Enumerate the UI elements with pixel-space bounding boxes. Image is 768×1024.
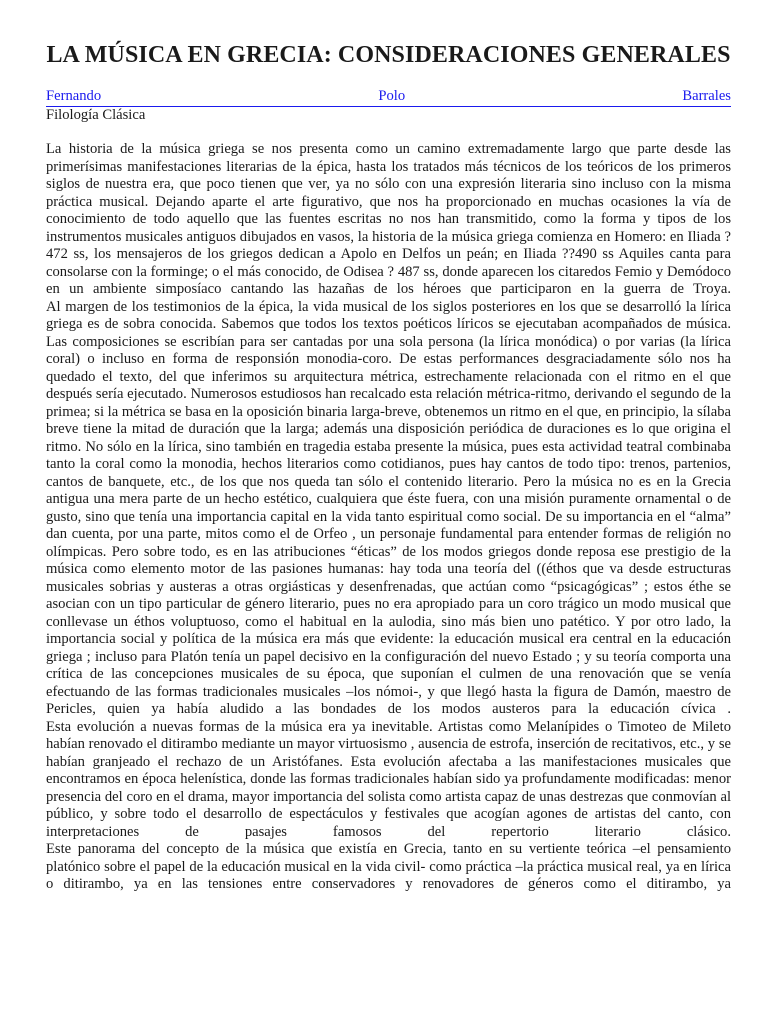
author-line[interactable]	[46, 88, 731, 107]
document-page	[46, 0, 731, 894]
paragraph-1: La historia de la música griega se nos presenta como un camino extremadamente largo que parte desde las primerísimas manifestaciones literarias de la épica, hasta los tratados más técnicos de los teóricos de los primeros siglos de nuestra era, que poco tienen que ver, ya no sólo con una expresión literaria sino incluso con la misma práctica musical. Dejando aparte el arte figurativo, que nos ha proporcionado en muchas ocasiones la vía de conocimiento de todo aquello que las fuentes escritas no nos han transmitido, como la forma y tipos de los instrumentos musicales antiguos dibujados en vasos, la historia de la música griega comienza en Homero: en Iliada ? 472 ss, los mensajeros de los griegos dedican a Apolo en Delfos un peán; en Iliada ??490 ss Aquiles canta para consolarse con la forminge; o el más conocido, de Odisea ? 487 ss, donde aparecen los citaredos Femio y Demódoco en un ambiente simposíaco cantando las hazañas de los héroes que participaron en la guerra de Troya.	[46, 141, 731, 297]
document-title: LA MÚSICA EN GRECIA: CONSIDERACIONES GENERALES	[46, 42, 731, 68]
author-middle-name-link[interactable]: Polo	[378, 88, 406, 104]
article-body	[46, 141, 731, 894]
author-affiliation: Filología Clásica	[46, 106, 146, 123]
author-last-name-link[interactable]: Barrales	[682, 88, 731, 104]
paragraph-2: Al margen de los testimonios de la épica, la vida musical de los siglos posteriores en los que se desarrolló la lírica griega es de sobra conocida. Sabemos que todos los textos poéticos líricos se ejecutaban acompañados de música. Las composiciones se escribían para ser cantadas por una sola persona (la lírica monódica) o por varias (la lírica coral) o incluso en forma de responsión monodia-coro. De estas performances desgraciadamente sólo nos ha quedado el texto, del que inferimos su arquitectura métrica, estrechamente relacionada con el ritmo en el que después sería ejecutado. Numerosos estudiosos han recalcado esta relación métrica-ritmo, derivando el segundo de la primea; si la métrica se basa en la oposición binaria larga-breve, obtenemos un ritmo en el que, en principio, la sílaba breve tiene la mitad de duración que la larga; además una disposición periódica de duraciones es lo que origina el ritmo. No sólo en la lírica, sino también en tragedia estaba presente la música, pues esta actividad teatral combinaba tanto la coral como la monodia, hechos literarios como cotidianos, pues hay cantos de todo tipo: trenos, partenios, cantos de banquete, etc., de los que nos queda tan sólo el contenido literario. Pero la música no es en la Grecia antigua una mera parte de un hecho estético, cualquiera que éste fuera, con una misión puramente ornamental o de gusto, sino que tenía una importancia capital en la vida tanto espiritual como social. De su importancia en el “alma” dan cuenta, por una parte, mitos como el de Orfeo , un personaje fundamental para entender formas de religión no olímpicas. Pero sobre todo, es en las atribuciones “éticas” de los modos griegos donde reposa ese prestigio de la música como elemento motor de las pasiones humanas: hay toda una teoría del ((éthos que va desde estructuras musicales sobrias y austeras a otras orgiásticas y desenfrenadas, que actúan como “psicagógicas” ; estos éthe se asocian con un tipo particular de género literario, pues no era apropiado para un coro trágico un modo musical que conllevase un éthos voluptuoso, como el habitual en la aulodia, sino más bien uno patético. Y por otro lado, la importancia social y política de la música era más que evidente: la educación musical era central en la educación griega ; incluso para Platón tenía un papel decisivo en la configuración del nuevo Estado ; y su teoría comporta una crítica de las concepciones musicales de su época, que suponían el culmen de una renovación que se venía efectuando de las formas tradicionales musicales –los nómoi-, y que llegó hasta la figura de Damón, maestro de Pericles, quien ya había aludido a las bondades de los modos austeros para la educación cívica .	[46, 298, 731, 717]
paragraph-3: Esta evolución a nuevas formas de la música era ya inevitable. Artistas como Melanípides o Timoteo de Mileto habían renovado el ditirambo mediante un mayor virtuosismo , ausencia de estrofa, inserción de recitativos, etc., y se habían granjeado el rechazo de un Aristófanes. Esta evolución afectaba a las manifestaciones musicales que encontramos en época helenística, donde las formas tradicionales habían sido ya profundamente modificadas: menor presencia del coro en el drama, mayor importancia del solista como artista capaz de unas destrezas que conmovían al público, y sobre todo el desarrollo de espectáculos y festivales que acogían agones de artistas del canto, con interpretaciones de pasajes famosos del repertorio literario clásico.	[46, 718, 731, 840]
author-first-name-link[interactable]: Fernando	[46, 88, 102, 104]
paragraph-4: Este panorama del concepto de la música que existía en Grecia, tanto en su vertiente teórica –el pensamiento platónico sobre el papel de la educación musical en la vida civil- como práctica –la práctica musical real, ya en lírica o ditirambo, ya en las tensiones entre conservadores y renovadores de géneros como el ditirambo, ya	[46, 841, 731, 892]
